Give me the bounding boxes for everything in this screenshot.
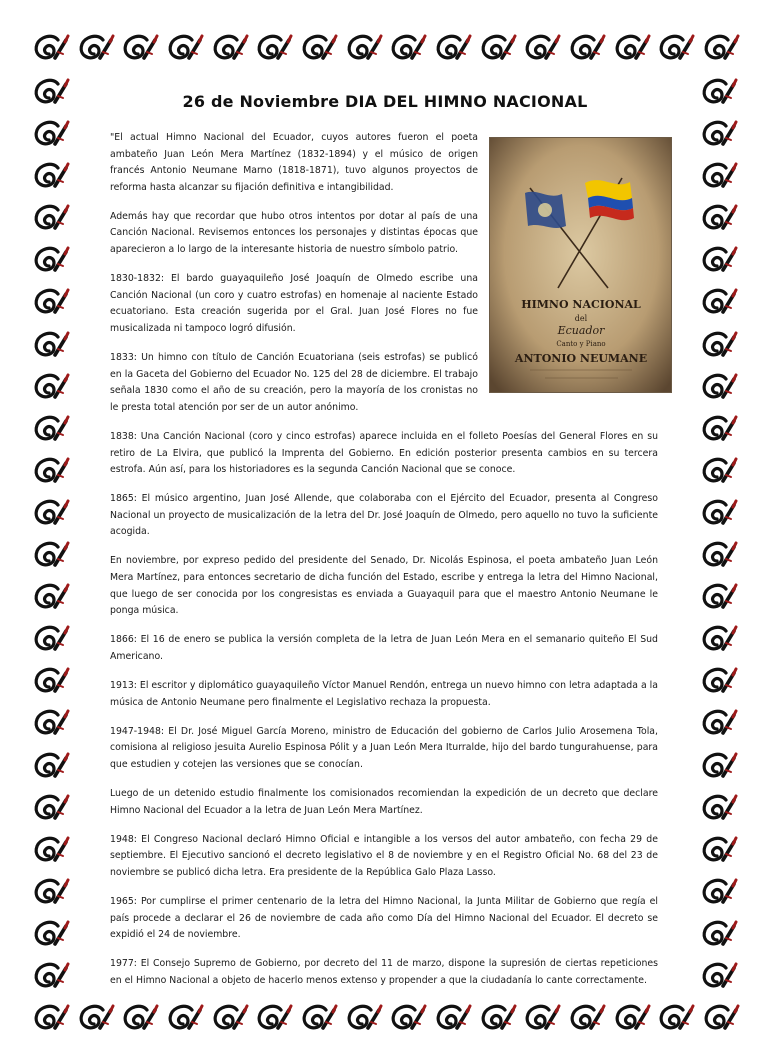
border-bottom bbox=[28, 1000, 740, 1038]
quill-spiral-ornament-icon bbox=[696, 705, 738, 743]
quill-spiral-ornament-icon bbox=[696, 158, 738, 196]
quill-spiral-ornament-icon bbox=[28, 30, 70, 68]
paragraph: 1830-1832: El bardo guayaquileño José Joaquín de Olmedo escribe una Canción Nacional (un coro y cuatro estrofas) en homenaje al naciente Estado ecuatoriano. Esta creación sugerida por el Gral. Juan José Flores no fue musicalizada ni tampoco logró difusión. bbox=[110, 273, 478, 334]
quill-spiral-ornament-icon bbox=[564, 1000, 606, 1038]
quill-spiral-ornament-icon bbox=[251, 30, 293, 68]
quill-spiral-ornament-icon bbox=[696, 663, 738, 701]
quill-spiral-ornament-icon bbox=[696, 790, 738, 828]
quill-spiral-ornament-icon bbox=[28, 327, 70, 365]
quill-spiral-ornament-icon bbox=[385, 30, 427, 68]
quill-spiral-ornament-icon bbox=[341, 1000, 383, 1038]
cover-composer-text: ANTONIO NEUMANE bbox=[514, 352, 648, 365]
quill-spiral-ornament-icon bbox=[28, 621, 70, 659]
quill-spiral-ornament-icon bbox=[28, 1000, 70, 1038]
quill-spiral-ornament-icon bbox=[564, 30, 606, 68]
quill-spiral-ornament-icon bbox=[117, 1000, 159, 1038]
quill-spiral-ornament-icon bbox=[385, 1000, 427, 1038]
quill-spiral-ornament-icon bbox=[696, 453, 738, 491]
paragraph: En noviembre, por expreso pedido del presidente del Senado, Dr. Nicolás Espinosa, el poeta ambateño Juan León Mera Martínez, para entonces secretario de dicha función del Estado, escribe y entrega la letra del Himno Nacional, que luego de ser conocida por los congresistas es enviada a Guayaquil para que el maestro Antonio Neumane le ponga música. bbox=[110, 555, 658, 617]
quill-spiral-ornament-icon bbox=[696, 327, 738, 365]
quill-spiral-ornament-icon bbox=[696, 832, 738, 870]
quill-spiral-ornament-icon bbox=[696, 621, 738, 659]
quill-spiral-ornament-icon bbox=[28, 705, 70, 743]
paragraph: "El actual Himno Nacional del Ecuador, cuyos autores fueron el poeta ambateño Juan León Mera Martínez (1832-1894) y el músico de origen francés Antonio Neumane Marno (1818-1871), tuvo algunos proyectos de reforma hasta alcanzar su fijación definitiva e intangibilidad. bbox=[110, 132, 478, 193]
quill-spiral-ornament-icon bbox=[696, 74, 738, 112]
quill-spiral-ornament-icon bbox=[207, 30, 249, 68]
quill-spiral-ornament-icon bbox=[28, 74, 70, 112]
quill-spiral-ornament-icon bbox=[28, 284, 70, 322]
quill-spiral-ornament-icon bbox=[28, 116, 70, 154]
quill-spiral-ornament-icon bbox=[609, 1000, 651, 1038]
quill-spiral-ornament-icon bbox=[698, 30, 740, 68]
quill-spiral-ornament-icon bbox=[341, 30, 383, 68]
quill-spiral-ornament-icon bbox=[73, 30, 115, 68]
quill-spiral-ornament-icon bbox=[28, 200, 70, 238]
quill-spiral-ornament-icon bbox=[696, 369, 738, 407]
quill-spiral-ornament-icon bbox=[696, 579, 738, 617]
quill-spiral-ornament-icon bbox=[475, 30, 517, 68]
paragraph: 1833: Un himno con título de Canción Ecuatoriana (seis estrofas) se publicó en la Gaceta del Gobierno del Ecuador No. 125 del 28 de diciembre. El trabajo señala 1830 como el año de su creación, pero la mayoría de los cronistas no le presta total atención por ser de un autor anónimo. bbox=[110, 352, 478, 413]
quill-spiral-ornament-icon bbox=[28, 158, 70, 196]
quill-spiral-ornament-icon bbox=[696, 284, 738, 322]
quill-spiral-ornament-icon bbox=[73, 1000, 115, 1038]
paragraph: 1977: El Consejo Supremo de Gobierno, por decreto del 11 de marzo, dispone la supresión de ciertas repeticiones en el Himno Nacional a objeto de hacerlo menos extenso y propender a que la ciudadanía lo cante correctamente. bbox=[110, 958, 658, 986]
paragraph: 1866: El 16 de enero se publica la versión completa de la letra de Juan León Mera en el semanario quiteño El Sud Americano. bbox=[110, 634, 658, 662]
quill-spiral-ornament-icon bbox=[696, 200, 738, 238]
quill-spiral-ornament-icon bbox=[117, 30, 159, 68]
body-text bbox=[110, 130, 658, 1002]
quill-spiral-ornament-icon bbox=[28, 242, 70, 280]
quill-spiral-ornament-icon bbox=[696, 411, 738, 449]
quill-spiral-ornament-icon bbox=[430, 1000, 472, 1038]
quill-spiral-ornament-icon bbox=[475, 1000, 517, 1038]
quill-spiral-ornament-icon bbox=[696, 242, 738, 280]
quill-spiral-ornament-icon bbox=[430, 30, 472, 68]
page-title: 26 de Noviembre DIA DEL HIMNO NACIONAL bbox=[182, 92, 588, 111]
quill-spiral-ornament-icon bbox=[698, 1000, 740, 1038]
paragraph: 1948: El Congreso Nacional declaró Himno Oficial e intangible a los versos del autor ambateño, con fecha 29 de septiembre. El Ejecutivo sancionó el decreto legislativo el 8 de noviembre y en el Registro Oficial No. 68 del 23 de noviembre se publicó dicha letra. Era presidente de la República Galo Plaza Lasso. bbox=[110, 833, 658, 878]
quill-spiral-ornament-icon bbox=[28, 369, 70, 407]
paragraph: 1947-1948: El Dr. José Miguel García Moreno, ministro de Educación del gobierno de Carlos Julio Arosemena Tola, comisiona al religioso jesuita Aurelio Espinosa Pólit y a Juan León Mera Iturralde, hijo del bardo tungurahuense, para que estudien y cotejen las versiones que se conocían. bbox=[110, 725, 658, 770]
quill-spiral-ornament-icon bbox=[696, 748, 738, 786]
quill-spiral-ornament-icon bbox=[28, 495, 70, 533]
paragraph: 1865: El músico argentino, Juan José Allende, que colaboraba con el Ejército del Ecuador, presenta al Congreso Nacional un proyecto de musicalización de la letra del Dr. José Joaquín de Olmedo, pero aquello no tuvo la suficiente acogida. bbox=[110, 493, 658, 538]
paragraph: 1965: Por cumplirse el primer centenario de la letra del Himno Nacional, la Junta Militar de Gobierno que regía el país procede a declarar el 26 de noviembre de cada año como Día del Himno Nacional del Ecuador. El decreto se expidió el 24 de noviembre. bbox=[110, 895, 658, 941]
quill-spiral-ornament-icon bbox=[28, 958, 70, 996]
cover-title-text: HIMNO NACIONAL bbox=[521, 298, 641, 311]
quill-spiral-ornament-icon bbox=[28, 790, 70, 828]
paragraph: 1913: El escritor y diplomático guayaquileño Víctor Manuel Rendón, entrega un nuevo himno con letra adaptada a la música de Antonio Neumane pero finalmente el Legislativo rechaza la propuesta. bbox=[110, 680, 658, 708]
quill-spiral-ornament-icon bbox=[162, 30, 204, 68]
cover-arrangement-text: Canto y Piano bbox=[556, 340, 606, 348]
quill-spiral-ornament-icon bbox=[28, 748, 70, 786]
quill-spiral-ornament-icon bbox=[696, 116, 738, 154]
quill-spiral-ornament-icon bbox=[653, 1000, 695, 1038]
paragraph: 1838: Una Canción Nacional (coro y cinco estrofas) aparece incluida en el folleto Poesías del General Flores en su retiro de La Elvira, que publicó la Imprenta del Gobierno. En edición posterior presenta cambios en su tercera estrofa. Aún así, para los historiadores es la segunda Canción Nacional que se conoce. bbox=[110, 430, 658, 476]
quill-spiral-ornament-icon bbox=[207, 1000, 249, 1038]
border-right bbox=[696, 74, 738, 996]
quill-spiral-ornament-icon bbox=[696, 874, 738, 912]
border-top bbox=[28, 30, 740, 68]
quill-spiral-ornament-icon bbox=[28, 874, 70, 912]
border-left bbox=[28, 74, 70, 996]
quill-spiral-ornament-icon bbox=[519, 30, 561, 68]
quill-spiral-ornament-icon bbox=[609, 30, 651, 68]
quill-spiral-ornament-icon bbox=[251, 1000, 293, 1038]
quill-spiral-ornament-icon bbox=[28, 411, 70, 449]
quill-spiral-ornament-icon bbox=[696, 916, 738, 954]
paragraph: Además hay que recordar que hubo otros intentos por dotar al país de una Canción Nacional. Revisemos entonces los personajes y distintas épocas que aparecieron a lo largo de la interesante historia de nuestro símbolo patrio. bbox=[110, 210, 478, 256]
quill-spiral-ornament-icon bbox=[28, 579, 70, 617]
cover-subtitle-del: del bbox=[574, 314, 588, 323]
cover-subtitle-country: Ecuador bbox=[557, 324, 605, 337]
quill-spiral-ornament-icon bbox=[28, 832, 70, 870]
quill-spiral-ornament-icon bbox=[696, 537, 738, 575]
quill-spiral-ornament-icon bbox=[28, 453, 70, 491]
quill-spiral-ornament-icon bbox=[28, 916, 70, 954]
quill-spiral-ornament-icon bbox=[28, 537, 70, 575]
quill-spiral-ornament-icon bbox=[28, 663, 70, 701]
quill-spiral-ornament-icon bbox=[696, 958, 738, 996]
quill-spiral-ornament-icon bbox=[296, 30, 338, 68]
quill-spiral-ornament-icon bbox=[296, 1000, 338, 1038]
paragraph: Luego de un detenido estudio finalmente los comisionados recomiendan la expedición de un decreto que declare Himno Nacional del Ecuador a la letra de Juan León Mera Martínez. bbox=[110, 788, 658, 816]
quill-spiral-ornament-icon bbox=[696, 495, 738, 533]
quill-spiral-ornament-icon bbox=[162, 1000, 204, 1038]
quill-spiral-ornament-icon bbox=[653, 30, 695, 68]
quill-spiral-ornament-icon bbox=[519, 1000, 561, 1038]
